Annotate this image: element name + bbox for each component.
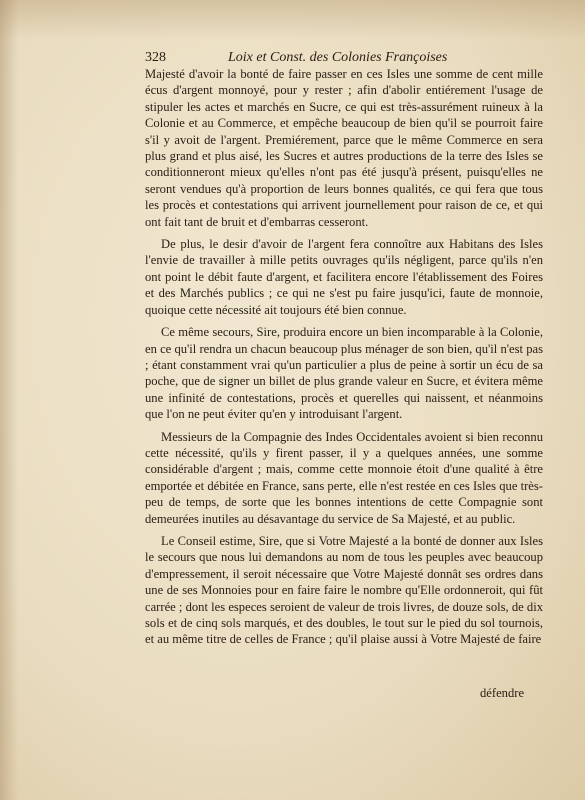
- paragraph-2: De plus, le desir d'avoir de l'argent fera connoître aux Habitans des Isles l'envie de travailler à mille petits ouvrages qu'ils négligent, parce qu'ils n'en ont point le débit faute d'argent, et facilitera encore l'établissement des Foires et des Marchés publics ; ce qui ne s'est pu faire jusqu'ici, faute de monnoie, quoique cette nécessité ait toujours été bien connue.: [145, 237, 543, 317]
- catchword: défendre: [480, 686, 525, 700]
- paragraph-1: Majesté d'avoir la bonté de faire passer en ces Isles une somme de cent mille écus d'argent monnoyé, pour y rester ; afin d'abolir entiérement l'usage de stipuler les actes et marchés en Sucre, ce qui est très-assurément ruineux à la Colonie et au Commerce, et empêche beaucoup de bien qu'il se pourroit faire s'il y avoit de l'argent. Premiérement, parce que le même Commerce en sera plus grand et plus aisé, les Sucres et autres productions de la terre des Isles se conditionneront mieux qu'elles n'ont pas été jusqu'à présent, puisqu'elles ne seront vendues qu'à proportion de leurs bonnes qualités, ce qui fera que tous les procès et contestations qui arrivent journellement pour raison de ce, et qui ont fait tant de bruit et d'embarras cesseront.: [145, 67, 543, 229]
- page-number: 328: [145, 50, 166, 65]
- paragraph-4: Messieurs de la Compagnie des Indes Occidentales avoient si bien reconnu cette nécessité, qu'ils y firent passer, il y a quelques années, une somme considérable d'argent ; mais, comme cette monnoie étoit d'une qualité à être emportée et débitée en France, sans perte, elle n'est restée en ces Isles que très-peu de temps, de sorte que les bonnes intentions de cette Compagnie sont demeurées inutiles au désavantage du service de Sa Majesté, et au public.: [145, 429, 543, 526]
- paper-edge-shadow: [0, 0, 18, 800]
- paragraph-3: Ce même secours, Sire, produira encore un bien incomparable à la Colonie, en ce qu'il rendra un chacun beaucoup plus ménager de son bien, qu'il n'est pas ; étant constamment vrai qu'un particulier a plus de peine à sortir un écu de sa poche, que de signer un billet de plus grande valeur en Sucre, et évitera même une infinité de contestations, procès et querelles qui naissent, et néanmoins que l'on ne peut éviter qu'en y introduisant l'argent.: [145, 325, 543, 422]
- paper-stain: [0, 0, 585, 40]
- paragraph-5: Le Conseil estime, Sire, que si Votre Majesté a la bonté de donner aux Isles le secours que nous lui demandons au nom de tous les peuples avec beaucoup d'empressement, il seroit nécessaire que Votre Majesté donnât ses ordres dans une de ses Monnoies pour en faire faire le nombre qu'Elle ordonneroit, qui fût carrée ; dont les especes seroient de valeur de trois livres, de douze sols, de dix sols et de cinq sols marqués, et des doubles, le tout sur le pied du sol tournois, et au même titre de celles de France ; qu'il plaise aussi à Votre Majesté de faire: [145, 533, 543, 647]
- body-text: [145, 66, 543, 654]
- running-title: Loix et Const. des Colonies Françoises: [228, 50, 448, 65]
